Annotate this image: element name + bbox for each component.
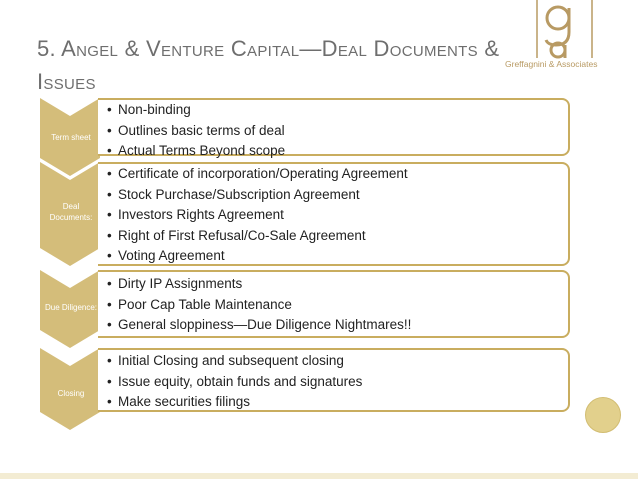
section-content: [98, 348, 570, 412]
list-item: • Non-binding: [98, 100, 568, 121]
logo: [532, 0, 602, 60]
logo-text: Greffagnini & Associates: [505, 59, 598, 69]
slide-title: 5. Angel & Venture Capital—Deal Documents & Issues: [37, 36, 500, 94]
list-item: • Certificate of incorporation/Operating Agreement: [98, 164, 568, 185]
section-content: [98, 270, 570, 338]
list-item: • Poor Cap Table Maintenance: [98, 295, 568, 316]
section-label: Due Diligence:: [44, 303, 98, 312]
section-content: [98, 162, 570, 266]
list-item: • Dirty IP Assignments: [98, 274, 568, 295]
bottom-band: [0, 473, 638, 479]
list-item: • Initial Closing and subsequent closing: [98, 351, 568, 372]
list-item: • Voting Agreement: [98, 246, 568, 267]
list-item: • Make securities filings: [98, 392, 568, 413]
section-content: [98, 98, 570, 156]
list-item: • Issue equity, obtain funds and signatures: [98, 372, 568, 393]
list-item: • General sloppiness—Due Diligence Nightmares!!: [98, 315, 568, 336]
list-item: • Right of First Refusal/Co-Sale Agreement: [98, 226, 568, 247]
section-label: Closing: [57, 389, 85, 398]
list-item: • Investors Rights Agreement: [98, 205, 568, 226]
list-item: • Actual Terms Beyond scope: [98, 141, 568, 162]
list-item: • Outlines basic terms of deal: [98, 121, 568, 142]
list-item: • Stock Purchase/Subscription Agreement: [98, 185, 568, 206]
decorative-circle: [585, 397, 621, 433]
section-label: Deal Documents:: [49, 202, 93, 222]
section-label: Term sheet: [51, 133, 91, 142]
